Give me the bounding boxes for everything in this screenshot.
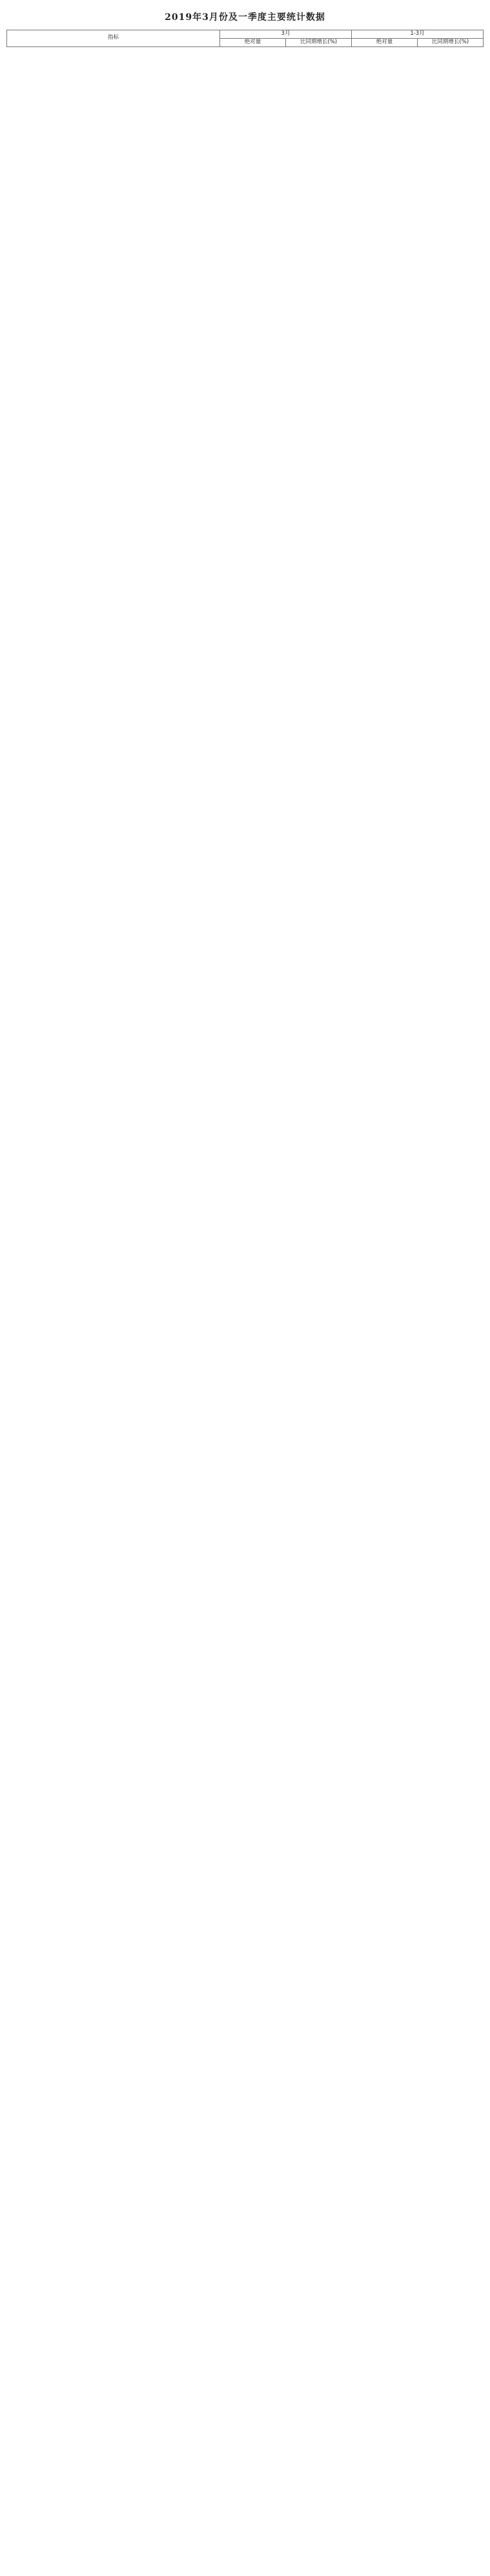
header-item: 指标 xyxy=(7,30,220,47)
document-title: 2019年3月份及一季度主要统计数据 xyxy=(165,12,325,23)
header-ytd-value: 绝对量 xyxy=(352,38,418,46)
header-ytd-growth: 比同期增长(%) xyxy=(418,38,484,46)
header-ytd-group: 1-3月 xyxy=(352,30,484,39)
table-header xyxy=(7,30,484,47)
statistics-table xyxy=(6,30,484,47)
header-month-value: 绝对量 xyxy=(220,38,286,46)
header-month-growth: 比同期增长(%) xyxy=(286,38,352,46)
header-month-group: 3月 xyxy=(220,30,352,39)
table-container xyxy=(6,30,484,2570)
